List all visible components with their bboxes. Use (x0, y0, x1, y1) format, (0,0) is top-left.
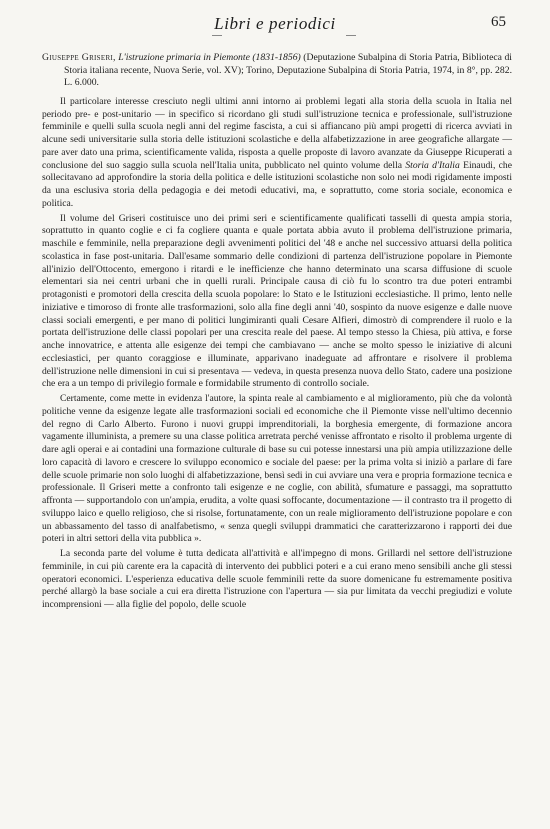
paragraph-1 (42, 96, 512, 211)
article-body (42, 52, 512, 614)
header-rule-right (346, 35, 356, 36)
bibliographic-reference (42, 52, 512, 90)
page-number: 65 (491, 14, 506, 30)
paragraph-text: Einaudi, che sollecitavano ad approfondire la storia della politica e delle istituzioni scolastiche non solo nei modi rigidamente imposti da una esclusiva storia della pedagogia e dei metodi educativi, ma, e soprattutto, come storia sociale, economica e politica. (42, 159, 512, 209)
paragraph-text: Certamente, come mette in evidenza l'autore, la spinta reale al cambiamento e al miglioramento, più che da volontà politiche venne da esigenze legate alle trasformazioni sociali ed economiche che il Piemonte visse nell'ultimo decennio del regno di Carlo Alberto. Furono i nuovi gruppi imprenditoriali, la borghesia emergente, di formazione ancora vagamente illuminista, a premere su una classe politica arretrata perché venisse affrontato e risolto il problema urgente di dare agli operai e ai contadini una formazione culturale di base su cui potesse innestarsi una più ampia utilizzazione delle loro capacità di lavoro e crescere lo sviluppo economico e sociale del paese: per la prima volta si iniziò a parlare di fare delle scuole primarie non solo luoghi di alfabetizzazione, bensì sedi in cui avviare una vera e propria formazione tecnica e professionale. Il Griseri mette a confronto tali esigenze e ne coglie, con abilità, sfumature e passaggi, ma soprattutto affronta — supportandolo con un'ampia, erudita, a volte quasi soffocante, documentazione — il contrasto tra il progetto di sviluppo laico e quello religioso, che si risolse, fortunatamente, con un reale miglioramento dell'istruzione popolare e con un abbassamento del tasso di analfabetismo, « senza quegli sviluppi drammatici che caratterizzarono i rapporti dei due poteri in altri settori della vita pubblica ». (42, 393, 512, 545)
book-title: L'istruzione primaria in Piemonte (1831-1856) (118, 52, 301, 63)
paragraph-3 (42, 393, 512, 546)
paragraph-text: Il volume del Griseri costituisce uno dei primi seri e scientificamente qualificati tasselli di questa ampia storia, soprattutto in quanto coglie e ci fa cogliere quanta e quale portata abbia avuto il problema dell'istruzione primaria, maschile e femminile, nella preparazione degli avvenimenti politici del '48 e anche nel successivo attuarsi della politica scolastica in fase post-unitaria. Dall'esame sommario delle condizioni di partenza dell'istruzione popolare in Piemonte all'inizio dell'Ottocento, emergono i ritardi e le inefficienze che hanno determinato una scarsa diffusione di scuole elementari sia nei centri urbani che in quelli rurali. Principale causa di ciò fu lo scontro tra due poteri entrambi protagonisti e promotori della crescita della scuola popolare: lo Stato e le Istituzioni ecclesiastiche. Il primo, lento nelle iniziative e timoroso di fronte alle trasformazioni, solo alla fine degli anni '40, sospinto da nuove esigenze e dalle nuove classi sociali emergenti, e per mano di politici lungimiranti quali Cesare Alfieri, dimostrò di comprendere il ruolo e la portata dell'istruzione delle classi popolari per una crescita reale del paese. Al tempo stesso la Chiesa, più attiva, e forse anche innovatrice, e attenta alle esigenze dei tempi che cambiavano — anche se molto spesso le iniziative di alcuni ecclesiastici, per quanto coraggiose e illuminate, apparivano inadeguate ad affrontare e risolvere il problema dell'istruzione nelle dimensioni in cui si presentava — vedeva, in questa presenza nuova dello Stato, cadere una posizione che era a un tempo di privilegio formale e formidabile strumento di controllo sociale. (42, 212, 512, 390)
paragraph-italic-title: Storia d'Italia (405, 159, 460, 171)
paragraph-4 (42, 548, 512, 612)
paragraph-text: La seconda parte del volume è tutta dedicata all'attività e all'impegno di mons. Grillardi nel settore dell'istruzione femminile, in cui più carente era la capacità di intervento dei pubblici poteri e a cui erano meno sensibili anche gli stessi operatori economici. L'esperienza educativa delle scuole femminili rette da suore domenicane fu estremamente positiva perché allargò la base sociale a cui era diretta l'istruzione con l'apertura — sia pur limitata da vecchi pregiudizi e volute incomprensioni — alla figlie del popolo, delle scuole (42, 548, 512, 611)
running-title: Libri e periodici (214, 14, 336, 33)
paragraph-2 (42, 213, 512, 392)
header-rule-left (212, 35, 222, 36)
paragraph-text: Il particolare interesse cresciuto negli ultimi anni intorno ai problemi legati alla storia della scuola in Italia nel periodo pre- e post-unitario — in specifico si ricordano gli studi sull'istruzione tecnica e professionale, sull'istruzione femminile e quelli sulla scuola negli anni del regime fascista, a cui si affiancano più ampi progetti di ricerca avviati in alcune sedi universitarie sulla storia delle istituzioni scolastiche e della alfabetizzazione in aree geografiche allargate — pare aver dato una prima, scientificamente valida, risposta a quelle proposte di lavoro avanzate da Giuseppe Ricuperati a conclusione del suo saggio sulla scuola nell'Italia unita, pubblicato nel quinto volume della (42, 95, 512, 171)
running-header (0, 6, 550, 40)
publication-details: (Deputazione Subalpina di Storia Patria, Biblioteca di Storia italiana recente, Nuova Serie, vol. XV); Torino, Deputazione Subalpina di Storia Patria, 1974, in 8°, pp. 282. L. 6.000. (64, 52, 512, 89)
review-author: Giuseppe Griseri, (42, 52, 116, 63)
